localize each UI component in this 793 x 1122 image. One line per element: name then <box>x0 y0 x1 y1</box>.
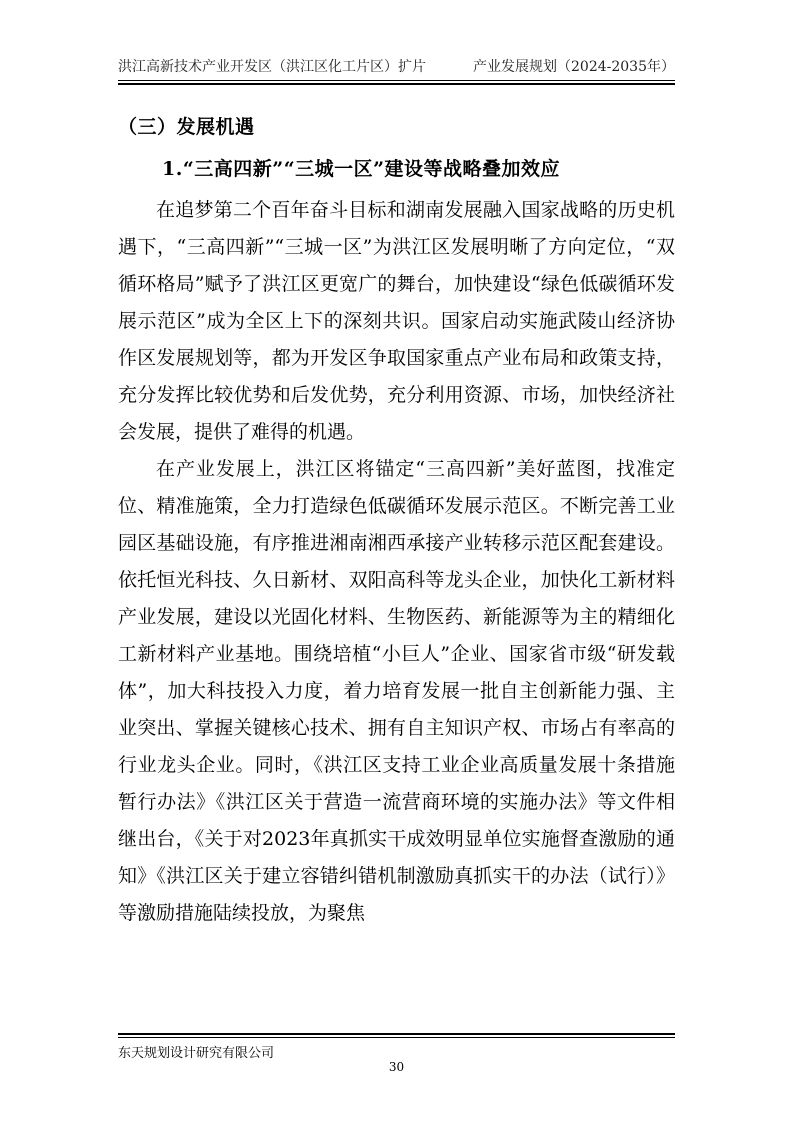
paragraph-2: 在产业发展上，洪江区将锚定“三高四新”美好蓝图，找准定位、精准施策，全力打造绿色低碳循环发展示范区。不断完善工业园区基础设施，有序推进湘南湘西承接产业转移示范区配套建设。依托恒光科技、久日新材、双阳高科等龙头企业，加快化工新材料产业发展，建设以光固化材料、生物医药、新能源等为主的精细化工新材料产业基地。围绕培植“小巨人”企业、国家省市级“研发载体”，加大科技投入力度，着力培育发展一批自主创新能力强、主业突出、掌握关键核心技术、拥有自主知识产权、市场占有率高的行业龙头企业。同时，《洪江区支持工业企业高质量发展十条措施暂行办法》《洪江区关于营造一流营商环境的实施办法》等文件相继出台，《关于对2023年真抓实干成效明显单位实施督查激励的通知》《洪江区关于建立容错纠错机制激励真抓实干的办法（试行）》等激励措施陆续投放，为聚焦 <box>118 458 675 924</box>
header-rule-thick <box>118 83 675 85</box>
page-number: 30 <box>388 1060 405 1074</box>
body-text <box>118 192 675 932</box>
paragraph-1: 在追梦第二个百年奋斗目标和湖南发展融入国家战略的历史机遇下，“三高四新”“三城一区”为洪江区发展明晰了方向定位，“双循环格局”赋予了洪江区更宽广的舞台，加快建设“绿色低碳循环发展示范区”成为全区上下的深刻共识。国家启动实施武陵山经济协作区发展规划等，都为开发区争取国家重点产业布局和政策支持，充分发挥比较优势和后发优势，充分利用资源、市场，加快经济社会发展，提供了难得的机遇。 <box>118 199 675 443</box>
footer-rule-thick <box>118 1033 675 1035</box>
footer-rule-thin <box>118 1037 675 1038</box>
header-document-title: 洪江高新技术产业开发区（洪江区化工片区）扩片 <box>118 59 426 75</box>
page-header <box>118 56 675 78</box>
header-plan-period: 产业发展规划（2024-2035年） <box>473 59 675 75</box>
section-title: （三）发展机遇 <box>118 116 255 138</box>
footer-company: 东天规划设计研究有限公司 <box>118 1046 275 1061</box>
subsection-title: 1.“三高四新”“三城一区”建设等战略叠加效应 <box>162 158 561 180</box>
header-rule-thin <box>118 80 675 81</box>
